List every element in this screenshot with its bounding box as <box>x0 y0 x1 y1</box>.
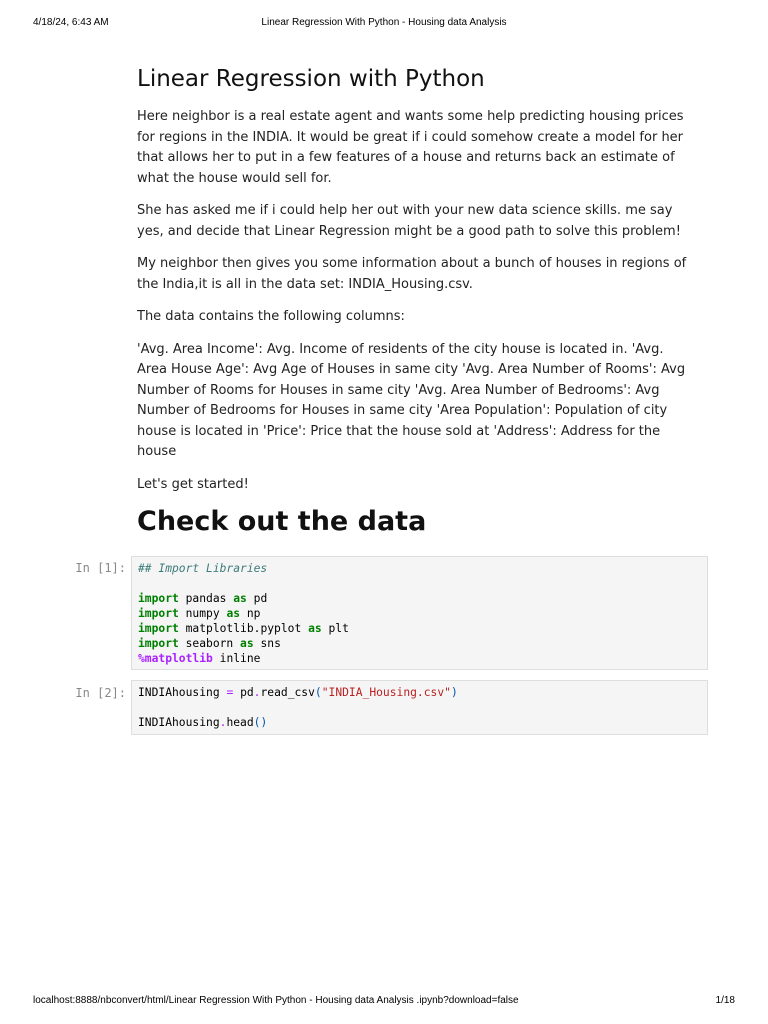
cell-prompt-2: In [2]: <box>75 686 126 700</box>
code-line-blank <box>138 700 701 715</box>
dot-operator: . <box>219 716 227 729</box>
print-footer <box>0 995 768 1011</box>
keyword: import <box>138 637 179 650</box>
print-header <box>0 14 768 30</box>
keyword: import <box>138 607 179 620</box>
code-line <box>138 651 701 666</box>
paren-close: ) <box>450 686 458 699</box>
paragraph-start: Let's get started! <box>137 476 249 492</box>
code-cell-1[interactable] <box>131 556 708 670</box>
keyword: import <box>138 622 179 635</box>
assign-operator: = <box>226 686 234 699</box>
code-line <box>138 715 701 730</box>
dot-operator: . <box>253 686 261 699</box>
paragraph-intro: Here neighbor is a real estate agent and wants some help predicting housing prices for regions in the INDIA. It would be great if i could somehow create a model for her that allows her to put in a few features of a house and returns back an estimate of what the house would sell for. <box>137 109 684 186</box>
keyword: as <box>240 637 254 650</box>
markdown-paragraphs <box>137 107 697 507</box>
code-line <box>138 685 701 700</box>
code-cell-2[interactable] <box>131 680 708 735</box>
module-name: matplotlib.pyplot <box>185 622 302 635</box>
code-line-blank <box>138 576 701 591</box>
code-line <box>138 621 701 636</box>
magic-argument: inline <box>219 652 261 665</box>
keyword: as <box>233 592 247 605</box>
call-parens: () <box>253 716 268 729</box>
magic-command: %matplotlib <box>138 652 213 665</box>
alias-name: pd <box>253 592 268 605</box>
print-title: Linear Regression With Python - Housing data Analysis <box>261 17 507 28</box>
module-name: pandas <box>185 592 227 605</box>
keyword: as <box>226 607 241 620</box>
method-name: head <box>226 716 254 729</box>
markdown-cell-intro <box>137 66 697 92</box>
code-line <box>138 591 701 606</box>
string-literal: "INDIA_Housing.csv" <box>321 686 451 699</box>
object-name: pd <box>240 686 254 699</box>
print-datetime: 4/18/24, 6:43 AM <box>33 17 109 28</box>
keyword: import <box>138 592 179 605</box>
code-line <box>138 636 701 651</box>
alias-name: sns <box>260 637 281 650</box>
paren-open: ( <box>314 686 322 699</box>
section-heading: Check out the data <box>137 506 427 537</box>
paragraph-request: She has asked me if i could help her out with your new data science skills. me say yes, and decide that Linear Regression might be a good path to solve this problem! <box>137 203 681 239</box>
cell-prompt-1: In [1]: <box>75 561 126 575</box>
module-name: seaborn <box>185 637 234 650</box>
code-line <box>138 561 701 576</box>
module-name: numpy <box>185 607 220 620</box>
code-line <box>138 606 701 621</box>
page-number: 1/18 <box>715 995 735 1006</box>
notebook-title: Linear Regression with Python <box>137 66 485 92</box>
print-url: localhost:8888/nbconvert/html/Linear Regression With Python - Housing data Analysis .ipynb?download=false <box>33 995 519 1006</box>
paragraph-columns-list: 'Avg. Area Income': Avg. Income of residents of the city house is located in. 'Avg. Area House Age': Avg Age of Houses in same city 'Avg. Area Number of Rooms': Avg Number of Rooms for Houses in same city 'Avg. Area Number of Bedrooms': Avg Number of Bedrooms for Houses in same city 'Area Population': Population of city house is located in 'Price': Price that the house sold at 'Address': Address for the house <box>137 341 686 459</box>
paragraph-dataset: My neighbor then gives you some information about a bunch of houses in regions of the India,it is all in the data set: INDIA_Housing.csv. <box>137 256 687 292</box>
alias-name: plt <box>328 622 349 635</box>
alias-name: np <box>246 607 261 620</box>
function-name: read_csv <box>260 686 315 699</box>
keyword: as <box>308 622 322 635</box>
variable-name: INDIAhousing <box>138 716 220 729</box>
code-comment: ## Import Libraries <box>138 562 268 575</box>
markdown-cell-section <box>137 506 697 537</box>
paragraph-columns-intro: The data contains the following columns: <box>137 309 405 324</box>
variable-name: INDIAhousing <box>138 686 220 699</box>
